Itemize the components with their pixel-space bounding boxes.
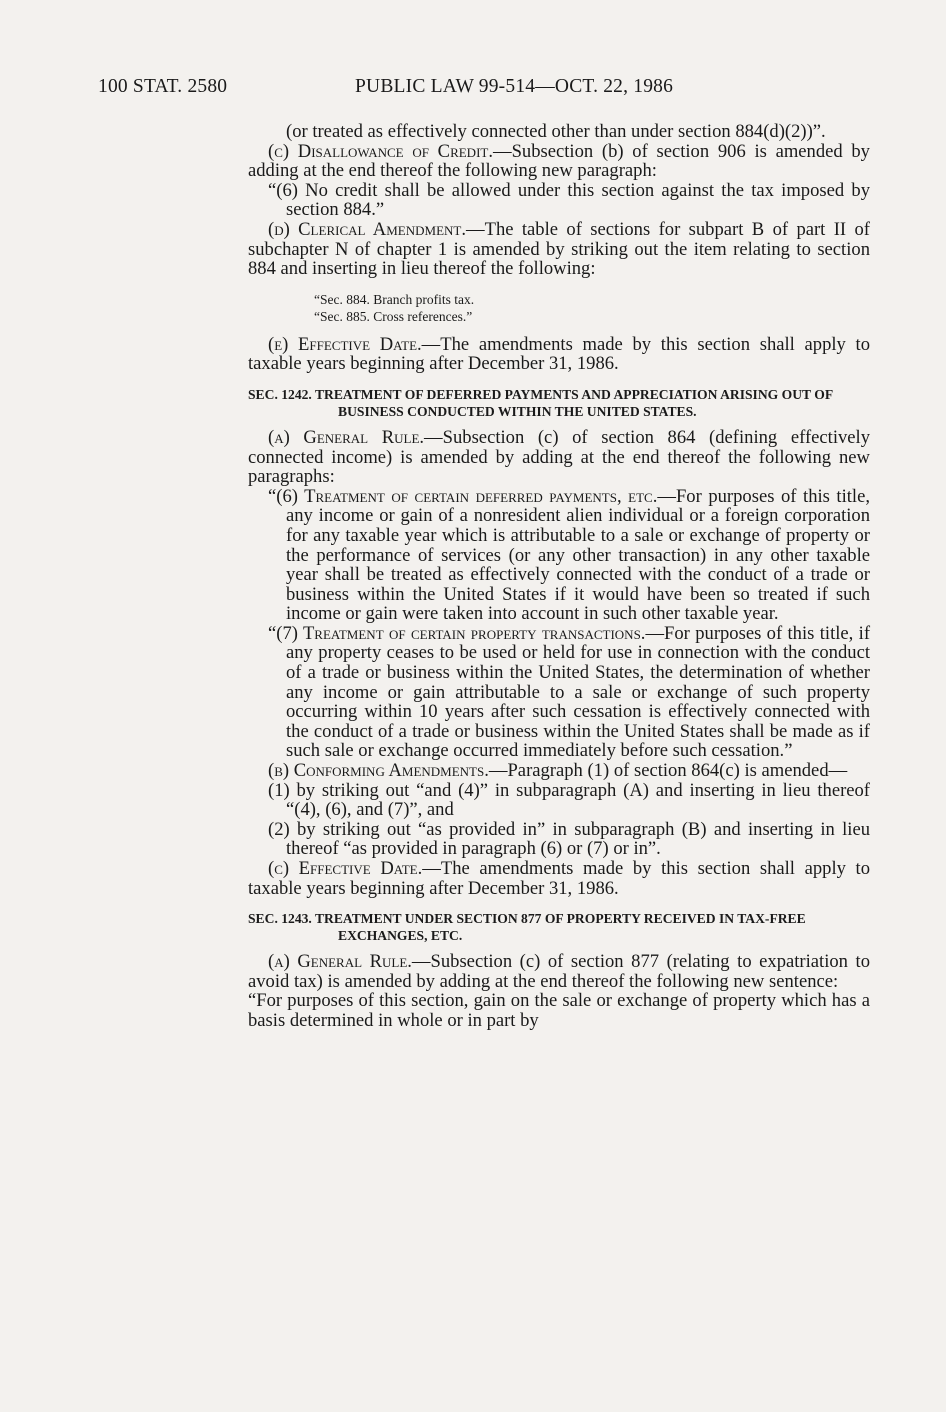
subsection-c-effective-text: —The amendments made by this section shall apply to taxable years beginning after December 31, 1986.: [248, 858, 870, 899]
paragraph-7-text: —For purposes of this title, if any property ceases to be used or held for use in connection with the conduct of a trade or business within the United States, the determination of whether any income or gain attributable to a sale or exchange of such property occurring within 10 years after such cessation is effectively connected with the conduct of a trade or business within the United States shall be made as if such sale or exchange occurred immediately before such cessation.”: [286, 622, 871, 762]
subsection-c-text: —Subsection (b) of section 906 is amended by adding at the end thereof the following new paragraph:: [248, 140, 870, 182]
paragraph-6-credit: “(6) No credit shall be allowed under this section against the tax imposed by section 884.”: [268, 179, 870, 221]
subsection-e-text: —The amendments made by this section shall apply to taxable years beginning after December 31, 1986.: [248, 333, 870, 375]
subsection-a-heading: (a) General Rule.: [268, 426, 425, 448]
document-body: [248, 122, 870, 1031]
paragraph-continuation: (or treated as effectively connected other than under section 884(d)(2))”.: [286, 121, 826, 142]
subsection-a: [248, 428, 870, 487]
subsection-b-heading: (b) Conforming Amendments.: [268, 760, 489, 782]
table-of-sections: [248, 291, 870, 325]
subsection-b: [248, 761, 870, 781]
toc-entry: “Sec. 884. Branch profits tax.: [314, 291, 475, 307]
subsection-e-heading: (e) Effective Date.: [268, 333, 422, 355]
paragraph-6-heading: “(6) Treatment of certain deferred payments, etc.: [268, 485, 658, 507]
new-sentence: “For purposes of this section, gain on the sale or exchange of property which has a basis determined in whole or in part by: [248, 990, 870, 1031]
section-1242-heading: SEC. 1242. TREATMENT OF DEFERRED PAYMENTS AND APPRECIATION ARISING OUT OF BUSINESS CONDUCTED WITHIN THE UNITED STATES.: [248, 386, 833, 419]
clause-1: (1) by striking out “and (4)” in subparagraph (A) and inserting in lieu thereof “(4), (6), and (7)”, and: [268, 779, 870, 821]
subsection-d-text: —The table of sections for subpart B of part II of subchapter N of chapter 1 is amended by striking out the item relating to section 884 and inserting in lieu thereof the following:: [248, 218, 870, 280]
subsection-c-effective-heading: (c) Effective Date.: [268, 858, 423, 879]
subsection-d: [248, 220, 870, 279]
public-law-title: PUBLIC LAW 99-514—OCT. 22, 1986: [355, 76, 674, 97]
paragraph-7: [248, 624, 870, 761]
subsection-c: [248, 142, 870, 181]
subsection-d-heading: (d) Clerical Amendment.: [268, 218, 466, 240]
paragraph-6: [248, 487, 870, 624]
subsection-a-1243-heading: (a) General Rule.: [268, 951, 412, 973]
subsection-b-text: —Paragraph (1) of section 864(c) is amended—: [488, 760, 848, 782]
subsection-a-text: —Subsection (c) of section 864 (defining effectively connected income) is amended by adding at the end thereof the following new paragraphs:: [248, 426, 870, 488]
section-1243-heading: SEC. 1243. TREATMENT UNDER SECTION 877 OF PROPERTY RECEIVED IN TAX-FREE EXCHANGES, ETC.: [248, 911, 806, 944]
subsection-c-effective: [248, 859, 870, 898]
toc-entry: “Sec. 885. Cross references.”: [314, 308, 473, 324]
subsection-e: [248, 335, 870, 374]
paragraph-7-heading: “(7) Treatment of certain property transactions.: [268, 622, 646, 644]
subsection-a-1243-text: —Subsection (c) of section 877 (relating to expatriation to avoid tax) is amended by adding at the end thereof the following new sentence:: [248, 951, 870, 992]
statute-citation: 100 STAT. 2580: [98, 76, 228, 97]
paragraph-6-text: —For purposes of this title, any income or gain of a nonresident alien individual or a foreign corporation for any taxable year which is attributable to a sale or exchange of property or the performance of services (or any other transaction) in any other taxable year shall be treated as effectively connected with the conduct of a trade or business within the United States if it would have been so treated if such income or gain were taken into account in such other taxable year.: [286, 485, 870, 625]
clause-2: (2) by striking out “as provided in” in subparagraph (B) and inserting in lieu thereof “as provided in paragraph (6) or (7) or in”.: [268, 818, 870, 860]
subsection-a-1243: [248, 952, 870, 991]
subsection-c-heading: (c) Disallowance of Credit.: [268, 140, 493, 162]
